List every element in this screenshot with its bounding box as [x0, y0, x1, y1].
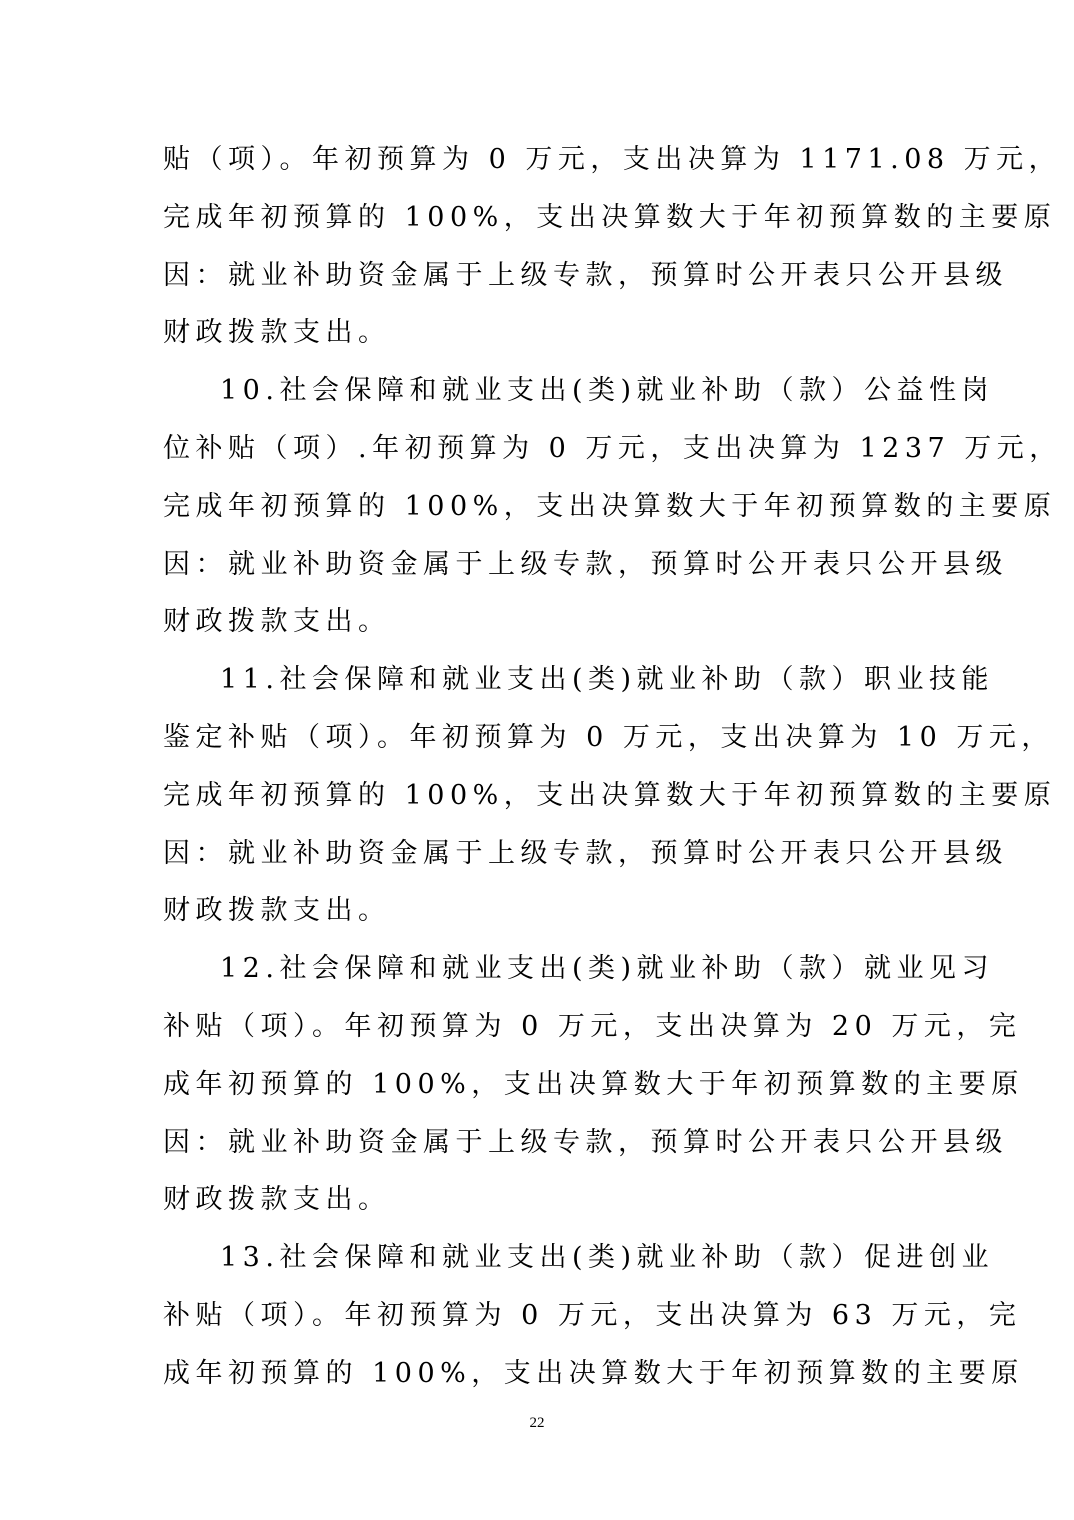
- paragraph-heading-line: 13.社会保障和就业支出(类)就业补助（款）促进创业: [220, 1242, 995, 1274]
- text-line: 因：就业补助资金属于上级专款，预算时公开表只公开县级: [163, 259, 1008, 291]
- text-line: 完成年初预算的 100%，支出决算数大于年初预算数的主要原: [163, 490, 1057, 522]
- text-line: 财政拨款支出。: [163, 895, 391, 927]
- page-number: 22: [529, 1415, 545, 1431]
- text-line: 补贴（项）。年初预算为 0 万元，支出决算为 63 万元，完: [163, 1299, 1022, 1331]
- text-line: 财政拨款支出。: [163, 606, 391, 638]
- text-line: 因：就业补助资金属于上级专款，预算时公开表只公开县级: [163, 1126, 1008, 1158]
- text-line: 成年初预算的 100%，支出决算数大于年初预算数的主要原: [163, 1357, 1024, 1389]
- paragraph-heading-line: 12.社会保障和就业支出(类)就业补助（款）就业见习: [220, 953, 995, 985]
- text-line: 财政拨款支出。: [163, 1184, 391, 1216]
- text-line: 因：就业补助资金属于上级专款，预算时公开表只公开县级: [163, 548, 1008, 580]
- paragraph-heading-line: 10.社会保障和就业支出(类)就业补助（款）公益性岗: [220, 375, 995, 407]
- text-line: 完成年初预算的 100%，支出决算数大于年初预算数的主要原: [163, 779, 1057, 811]
- document-body: [163, 131, 1062, 1403]
- text-line: 补贴（项）。年初预算为 0 万元，支出决算为 20 万元，完: [163, 1010, 1022, 1042]
- text-line: 完成年初预算的 100%，支出决算数大于年初预算数的主要原: [163, 201, 1057, 233]
- text-line: 鉴定补贴（项）。年初预算为 0 万元，支出决算为 10 万元，: [163, 721, 1054, 753]
- text-line: 财政拨款支出。: [163, 317, 391, 349]
- paragraph-heading-line: 11.社会保障和就业支出(类)就业补助（款）职业技能: [220, 664, 995, 696]
- text-line: 因：就业补助资金属于上级专款，预算时公开表只公开县级: [163, 837, 1008, 869]
- text-line: 成年初预算的 100%，支出决算数大于年初预算数的主要原: [163, 1068, 1024, 1100]
- text-line: 贴（项）。年初预算为 0 万元，支出决算为 1171.08 万元，: [163, 144, 1062, 175]
- text-line: 位补贴（项）.年初预算为 0 万元，支出决算为 1237 万元，: [163, 432, 1062, 464]
